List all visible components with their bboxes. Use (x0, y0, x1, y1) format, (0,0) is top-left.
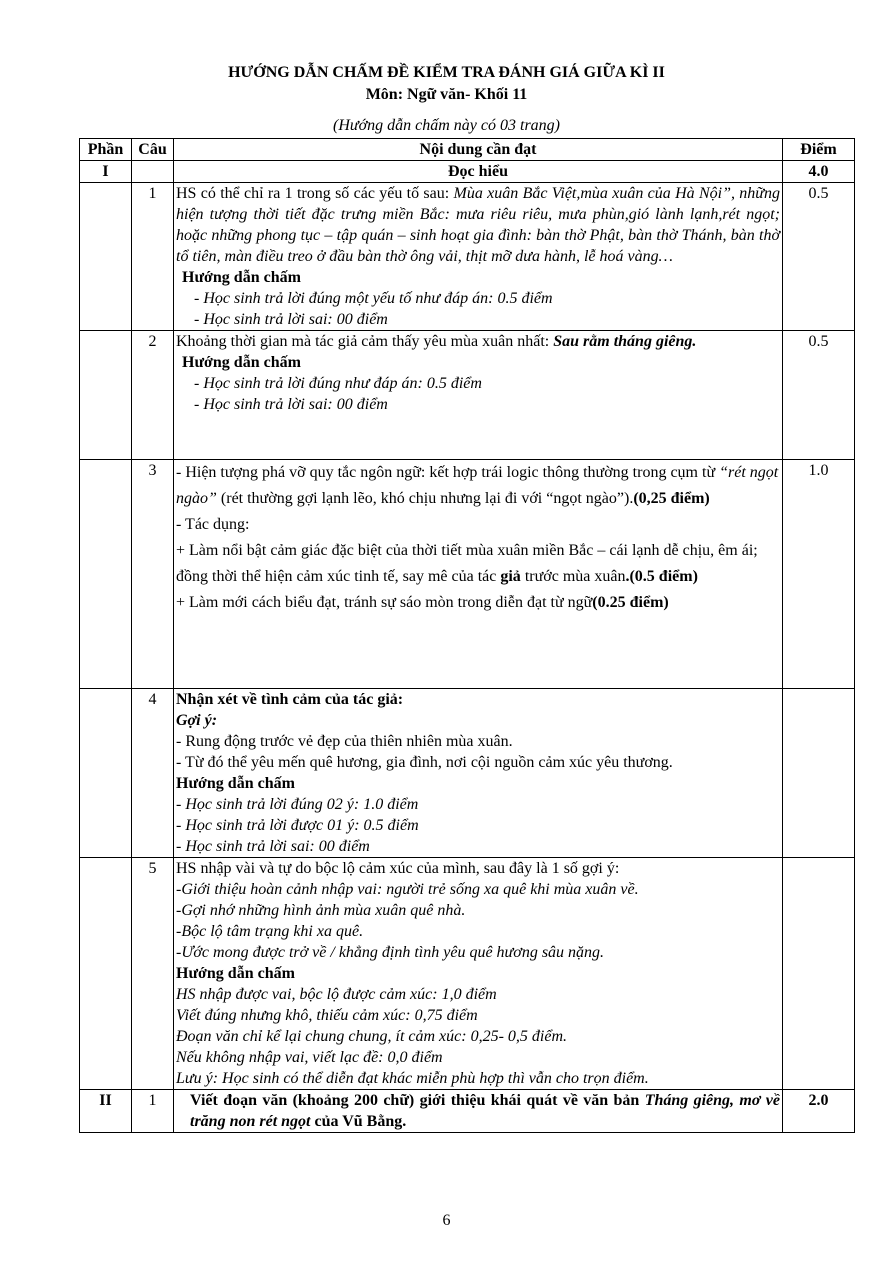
q3-text: trước mùa xuân (520, 568, 626, 585)
document-title: HƯỚNG DẪN CHẤM ĐỀ KIỂM TRA ĐÁNH GIÁ GIỮA KÌ II (228, 64, 665, 81)
guide-item: - Học sinh trả lời sai: 00 điểm (194, 396, 388, 413)
q2-answer: Sau rằm tháng giêng. (553, 333, 697, 350)
s2-work-title: Tháng giêng, mơ về trăng non rét ngọt (190, 1092, 781, 1130)
q3-effect-label: - Tác dụng: (176, 516, 250, 533)
question-score: 0.5 (783, 331, 855, 460)
page-number: 6 (442, 1212, 451, 1229)
header-content: Nội dung cần đạt (174, 139, 783, 161)
section-part: II (80, 1090, 132, 1133)
q3-quote: “rét ngọt ngào” (176, 464, 779, 507)
header-question: Câu (132, 139, 174, 161)
question-score: 1.0 (783, 460, 855, 689)
q5-intro: HS nhập vài và tự do bộc lộ cảm xúc của mình, sau đây là 1 số gợi ý: (176, 860, 620, 877)
question-number: 1 (132, 1090, 174, 1133)
s2-text: của Vũ Bằng. (310, 1113, 407, 1130)
q1-answer: Mùa xuân Bắc Việt,mùa xuân của Hà Nội”, những hiện tượng thời tiết đặc trưng miền Bắc: mưa riêu riêu, mưa phùn,gió lành lạnh,rét ngọt; hoặc những phong tục – tập quán – sinh hoạt gia đình: bàn thờ Phật, bàn thờ Thánh, bàn thờ tổ tiên, màn điều treo ở đầu bàn thờ ông vải, thịt mỡ dưa hành, lễ hoá vàng… (176, 185, 781, 265)
q3-text: + Làm nổi bật cảm giác đặc biệt của thời tiết mùa xuân miền Bắc – cái lạnh dễ chịu, êm ái; đồng thời thể hiện cảm xúc tinh tế, say mê của tác (176, 542, 758, 585)
guide-item: Nếu không nhập vai, viết lạc đề: 0,0 điểm (176, 1049, 443, 1066)
q3-points: (0,25 điểm) (633, 490, 710, 507)
q4-heading: Nhận xét về tình cảm của tác giả: (176, 691, 404, 708)
grading-table (79, 138, 855, 1133)
section-score: 2.0 (783, 1090, 855, 1133)
empty-cell (132, 161, 174, 183)
question-content (174, 689, 783, 858)
subject-line: Môn: Ngữ văn- Khối 11 (365, 86, 528, 103)
q4-hint-label: Gợi ý: (176, 712, 218, 729)
section-part: I (80, 161, 132, 183)
question-content (174, 331, 783, 460)
question-content (174, 460, 783, 689)
question-number: 5 (132, 858, 174, 1090)
header-score: Điểm (783, 139, 855, 161)
question-content (174, 183, 783, 331)
guide-note: Lưu ý: Học sinh có thể diễn đạt khác miễn phù hợp thì vẫn cho trọn điểm. (176, 1070, 649, 1087)
q3-points: (0.25 điểm) (592, 594, 669, 611)
section-row-reading (80, 161, 855, 183)
guide-item: HS nhập được vai, bộc lộ được cảm xúc: 1,0 điểm (176, 986, 497, 1003)
empty-cell (80, 331, 132, 460)
q3-text: + Làm mới cách biểu đạt, tránh sự sáo mòn trong diễn đạt từ ngữ (176, 594, 593, 611)
q3-paragraph (176, 460, 780, 512)
guide-item: - Học sinh trả lời được 01 ý: 0.5 điểm (176, 817, 419, 834)
question-number: 1 (132, 183, 174, 331)
header-part: Phần (80, 139, 132, 161)
question-number: 3 (132, 460, 174, 689)
guide-heading: Hướng dẫn chấm (182, 269, 301, 286)
q3-bold-word: giả (500, 568, 521, 585)
guide-heading: Hướng dẫn chấm (176, 775, 295, 792)
section-score: 4.0 (783, 161, 855, 183)
question-number: 2 (132, 331, 174, 460)
empty-cell (80, 183, 132, 331)
q1-lead: HS có thể chỉ ra 1 trong số các yếu tố sau: (176, 185, 454, 202)
q5-suggestion: -Ước mong được trở về / khẳng định tình yêu quê hương sâu nặng. (176, 944, 605, 961)
section-row-writing (80, 1090, 855, 1133)
guide-heading: Hướng dẫn chấm (176, 965, 295, 982)
empty-cell (80, 689, 132, 858)
guide-item: - Học sinh trả lời sai: 00 điểm (194, 311, 388, 328)
s2-text: Viết đoạn văn (khoảng 200 chữ) giới thiệu khái quát về văn bản (190, 1092, 645, 1109)
guide-item: - Học sinh trả lời đúng như đáp án: 0.5 điểm (194, 375, 482, 392)
table-row (80, 858, 855, 1090)
question-content (174, 858, 783, 1090)
table-row (80, 331, 855, 460)
page-count-note: (Hướng dẫn chấm này có 03 trang) (332, 117, 560, 134)
q3-points: .(0.5 điểm) (625, 568, 698, 585)
table-row (80, 460, 855, 689)
guide-item: Viết đúng nhưng khô, thiếu cảm xúc: 0,75 điểm (176, 1007, 478, 1024)
table-row (80, 689, 855, 858)
guide-item: - Học sinh trả lời sai: 00 điểm (176, 838, 370, 855)
q3-text: (rét thường gợi lạnh lẽo, khó chịu nhưng lại đi với “ngọt ngào”). (216, 490, 634, 507)
table-header-row (80, 139, 855, 161)
empty-cell (80, 858, 132, 1090)
guide-item: - Học sinh trả lời đúng một yếu tố như đáp án: 0.5 điểm (194, 290, 553, 307)
empty-cell (80, 460, 132, 689)
question-content (174, 1090, 783, 1133)
question-score: 0.5 (783, 183, 855, 331)
empty-cell (783, 689, 855, 858)
q5-suggestion: -Bộc lộ tâm trạng khi xa quê. (176, 923, 364, 940)
q5-suggestion: -Giới thiệu hoàn cảnh nhập vai: người trẻ sống xa quê khi mùa xuân về. (176, 881, 639, 898)
q3-paragraph (176, 538, 780, 590)
q3-paragraph (176, 590, 780, 616)
q4-hint-item: - Rung động trước vẻ đẹp của thiên nhiên mùa xuân. (176, 733, 513, 750)
guide-item: - Học sinh trả lời đúng 02 ý: 1.0 điểm (176, 796, 419, 813)
q4-hint-item: - Từ đó thể yêu mến quê hương, gia đình, nơi cội nguồn cảm xúc yêu thương. (176, 754, 673, 771)
q3-text: - Hiện tượng phá vỡ quy tắc ngôn ngữ: kết hợp trái logic thông thường trong cụm từ (176, 464, 720, 481)
guide-item: Đoạn văn chỉ kể lại chung chung, ít cảm xúc: 0,25- 0,5 điểm. (176, 1028, 568, 1045)
table-row (80, 183, 855, 331)
q5-suggestion: -Gợi nhớ những hình ảnh mùa xuân quê nhà. (176, 902, 466, 919)
q2-lead: Khoảng thời gian mà tác giả cảm thấy yêu mùa xuân nhất: (176, 333, 554, 350)
guide-heading: Hướng dẫn chấm (182, 354, 301, 371)
question-number: 4 (132, 689, 174, 858)
empty-cell (783, 858, 855, 1090)
section-title: Đọc hiểu (174, 161, 783, 183)
